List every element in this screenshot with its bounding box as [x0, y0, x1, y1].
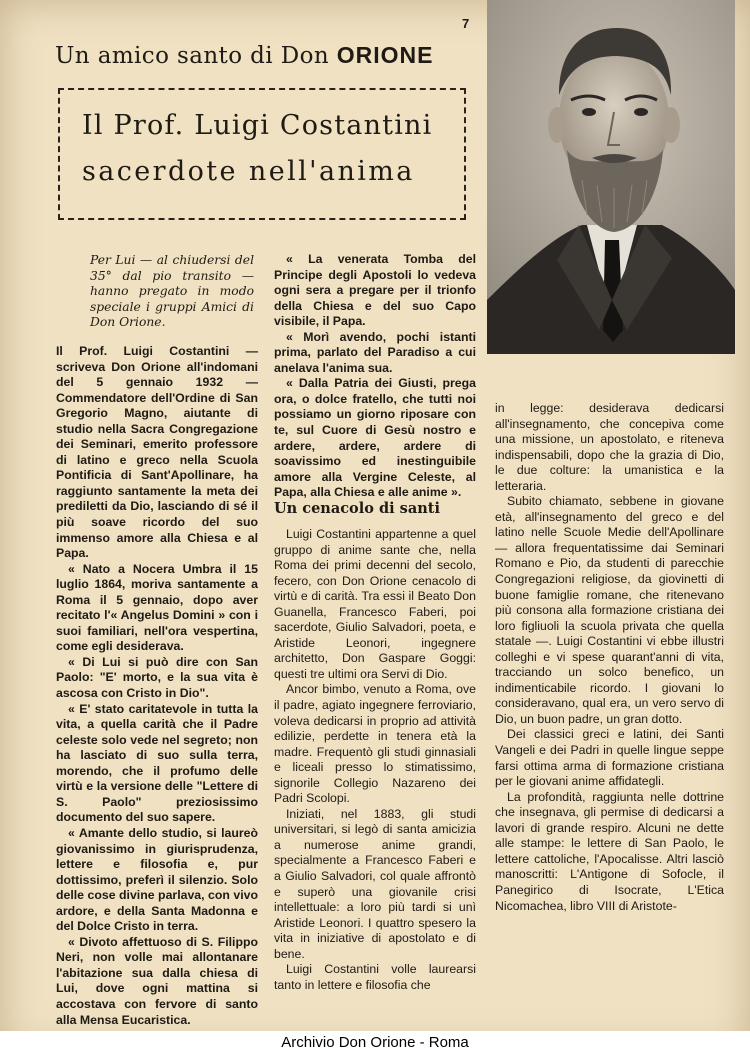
article-column-2-body — [274, 527, 476, 993]
column1-paragraph: « Nato a Nocera Umbra il 15 luglio 1864, moriva santamente a Roma il 5 gennaio, dopo aver recitato l'« Angelus Domini » con i suoi familiari, nell'ora vespertina, come egli desiderava. — [56, 561, 258, 654]
column2-paragraph: Luigi Costantini volle laurearsi tanto in lettere e filosofia che — [274, 962, 476, 992]
kicker-name: ORIONE — [336, 42, 434, 68]
title-box — [58, 88, 466, 220]
column2-quote-paragraph: « Morì avendo, pochi istanti prima, parlato del Paradiso a cui anelava l'anima sua. — [274, 329, 476, 375]
column1-paragraph: « Di Lui si può dire con San Paolo: "E' morto, e la sua vita è ascosa con Cristo in Dio". — [56, 654, 258, 701]
section-subheading: Un cenacolo di santi — [274, 500, 440, 517]
column1-paragraph: « E' stato caritatevole in tutta la vita, a quella carità che il Padre celeste solo vede nel segreto; non ha lasciato di suo sulla terra, morendo, che il profumo delle virtù e la versione delle "Lettere di S. Paolo" preziosissimo documento del suo sapere. — [56, 701, 258, 825]
column2-quote-paragraph: « La venerata Tomba del Principe degli Apostoli lo vedeva ogni sera a pregare per il trionfo della Chiesa e del suo Capo visibile, il Papa. — [274, 252, 476, 329]
kicker-prefix: Un amico santo di Don — [55, 43, 337, 69]
article-column-2-quote — [274, 252, 476, 501]
article-column-1 — [56, 344, 258, 1028]
column1-paragraph: Il Prof. Luigi Costantini — scriveva Don Orione all'indomani del 5 gennaio 1932 — Commendatore dell'Ordine di San Gregorio Magno, aiutante di studio nella Sacra Congregazione dei Seminari, emerito professore di latino e greco nella Scuola Pontificia di Sant'Apollinare, ha raggiunto santamente la meta dei prediletti da Dio, lasciando di sé il più soave ricordo del suo immenso amore alla Chiesa e al Papa. — [56, 344, 258, 561]
portrait-photo-drawing — [487, 0, 735, 354]
archive-footer: Archivio Don Orione - Roma — [0, 1031, 750, 1054]
column2-paragraph: Luigi Costantini appartenne a quel gruppo di anime sante che, nella Roma dei primi decenni del secolo, fecero, con Don Orione cenacolo di virtù e di carità. Tra essi il Beato Don Guanella, Francesco Faberi, poi sacerdote, Giulio Salvadori, poeta, e Aristide Leonori, ingegnere architetto, Don Gaspare Goggi: questi tre ultimi ora Servi di Dio. — [274, 527, 476, 681]
column1-paragraph: « Divoto affettuoso di S. Filippo Neri, non volle mai allontanare l'abitazione sua dalla chiesa di Lui, dove ogni mattina si accostava con fervore di santo alla Mensa Eucaristica. — [56, 934, 258, 1027]
article-title-line-1: Il Prof. Luigi Costantini — [82, 110, 433, 141]
portrait-photo — [487, 0, 735, 354]
column3-paragraph: La profondità, raggiunta nelle dottrine che insegnava, gli permise di dedicarsi a lavori di grande respiro. Alcuni ne dette alle stampe: le lettere di San Paolo, le lettere cattoliche, l'Apocalisse. Altri lasciò manoscritti: L'Antigone di Sofocle, il Panegirico di Isocrate, L'Etica Nicomachea, libro VIII di Aristote- — [495, 789, 724, 913]
column1-paragraph: « Amante dello studio, si laureò giovanissimo in giurisprudenza, lettere e filosofia e, pur dottissimo, preferì il silenzio. Solo delle cose divine parlava, con vivo ardore, e della Santa Madonna e del Dolce Cristo in terra. — [56, 825, 258, 934]
page-number: 7 — [462, 16, 470, 31]
article-title-line-2: sacerdote nell'anima — [82, 156, 415, 187]
column2-paragraph: Iniziati, nel 1883, gli studi universitari, si legò di santa amicizia a numerose anime grandi, specialmente a Francesco Faberi e a Giulio Salvadori, col quale affrontò e superò una giovanile crisi intellettuale: a loro più tardi si unì Aristide Leonori. I quattro spesero la vita in iniziative di apostolato e di bene. — [274, 806, 476, 961]
column3-paragraph: Dei classici greci e latini, dei Santi Vangeli e dei Padri in quelle lingue seppe farsi ottima arma di formazione cristiana per le giovani anime affidategli. — [495, 727, 724, 789]
kicker-heading — [55, 42, 475, 69]
column3-paragraph: in legge: desiderava dedicarsi all'insegnamento, che concepiva come una missione, un apostolato, e riteneva indispensabili, dopo che la grazia di Dio, le due colture: la umanistica e la letteraria. — [495, 401, 724, 493]
column2-paragraph: Ancor bimbo, venuto a Roma, ove il padre, agiato ingegnere ferroviario, voleva dedicarsi in proprio ad attività edilizie, perdette in tenera età la madre. Frequentò gli studi ginnasiali e liceali presso lo stimatissimo, signorile Collegio Nazareno dei Padri Scolopi. — [274, 682, 476, 806]
column2-quote-paragraph: « Dalla Patria dei Giusti, prega ora, o dolce fratello, che tutti noi possiamo un giorno riposare con te, sul Cuore di Gesù nostro e ardere, ardere, ardere di soavissimo ed inestinguibile amore alla Vergine Celeste, al Papa, alla Chiesa e alle anime ». — [274, 376, 476, 500]
article-column-3 — [495, 401, 724, 914]
dedication-note: Per Lui — al chiudersi del 35° dal pio transito — hanno pregato in modo speciale i gruppi Amici di Don Orione. — [90, 253, 254, 330]
column3-paragraph: Subito chiamato, sebbene in giovane età, all'insegnamento del greco e del latino nelle Scuole Medie dell'Apollinare — allora frequentatissime dai Seminari Romano e Pio, da studenti di parecchie Congregazioni religiose, da giovinetti di buone famiglie romane, che ritenevano più consona alla formazione cristiana dei loro figliuoli la scuola privata che quella statale —. Luigi Costantini vi ebbe illustri colleghi e vi spese quarant'anni di vita, tracciando un solco benefico, un indimenticabile ricordo. I giovani lo consideravano, qual era, un vero servo di Dio, un buon padre, un gran dotto. — [495, 494, 724, 726]
